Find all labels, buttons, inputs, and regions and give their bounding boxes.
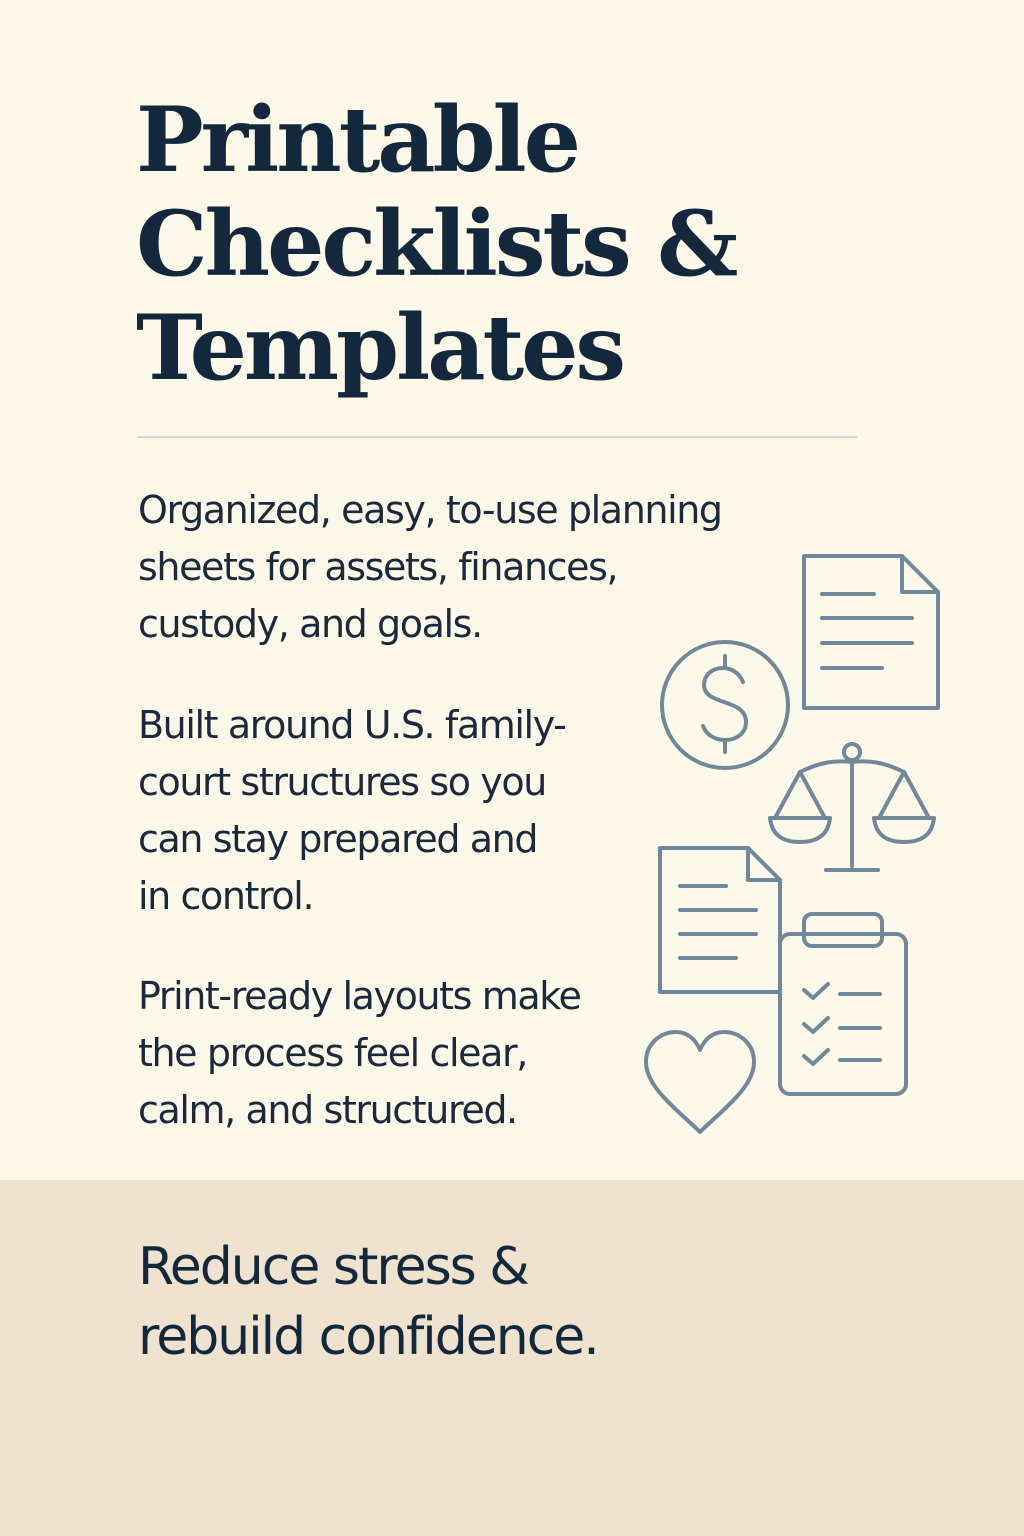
title-line-2: Checklists & (136, 191, 736, 297)
paragraph-line: the process feel clear, (138, 1031, 527, 1075)
paragraph-line: Built around U.S. family- (138, 703, 566, 747)
paragraph-line: Print-ready layouts make (138, 974, 581, 1018)
tagline-line-1: Reduce stress & (138, 1237, 528, 1297)
title-divider (137, 436, 857, 438)
tagline-line-2: rebuild confidence. (138, 1307, 598, 1367)
paragraph-line: Organized, easy, to-use planning (138, 488, 722, 532)
paragraph-planning-sheets (138, 482, 722, 653)
paragraph-line: custody, and goals. (138, 602, 482, 646)
paragraph-print-ready (138, 968, 580, 1139)
page-title (136, 88, 896, 400)
paragraph-line: sheets for assets, finances, (138, 545, 618, 589)
paragraph-line: in control. (138, 874, 314, 918)
paragraph-family-court (138, 697, 565, 925)
paragraph-line: calm, and structured. (138, 1088, 517, 1132)
title-line-1: Printable (136, 87, 578, 193)
paragraph-line: can stay prepared and (138, 817, 538, 861)
title-line-3: Templates (136, 295, 624, 401)
tagline (138, 1232, 598, 1372)
paragraph-line: court structures so you (138, 760, 546, 804)
